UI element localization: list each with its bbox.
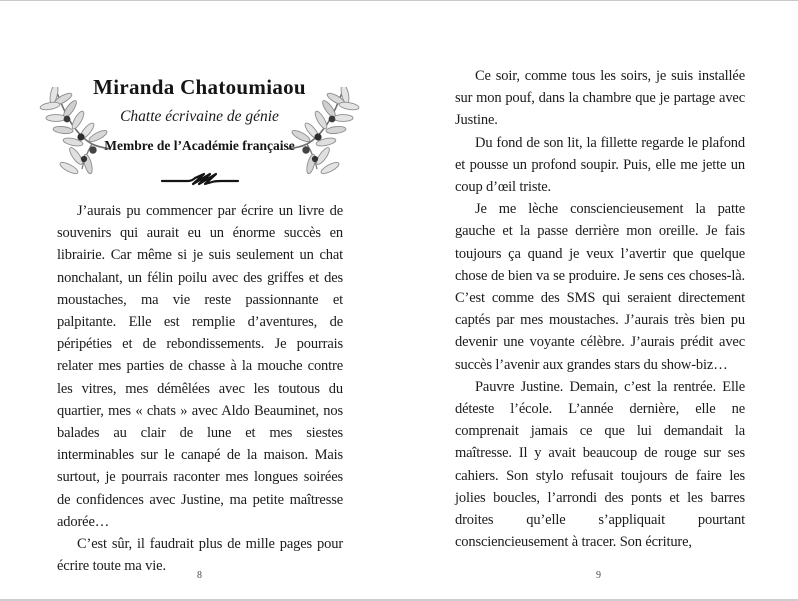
page-right	[399, 1, 798, 599]
paragraph: Pauvre Justine. Demain, c’est la rentrée. Elle déteste l’école. L’année dernière, elle ne comprenait jamais ce que lui demandait la maîtresse. Il y avait beaucoup de rouge sur ses cahiers. Son stylo refusait toujours de faire les jolies boucles, l’arrondi des ponts et les barres droites qu’elle s’appliquait pourtant consciencieusement à tracer. Son écriture,	[455, 378, 745, 551]
author-subtitle: Chatte écrivaine de génie	[120, 108, 279, 125]
paragraph: Je me lèche consciencieusement la patte gauche et la passe derrière mon oreille. Je fais toujours ça quand je veux l’avertir que quelque chose de bien va se produire. Je sens ces choses-là. C’est comme des SMS qui seraient directement captés par mes moustaches. J’aurais très bien pu devenir une voyante célèbre. J’aurais prédit avec succès l’avenir aux grandes stars du show-biz…	[455, 201, 745, 373]
paragraph: Du fond de son lit, la fillette regarde le plafond et pousse un profond soupir. Puis, elle me jette un coup d’œil triste.	[455, 134, 745, 196]
left-page-text	[57, 200, 343, 577]
olive-branch-right-icon	[287, 87, 363, 179]
author-affiliation: Membre de l’Académie française	[104, 138, 295, 153]
paragraph: C’est sûr, il faudrait plus de mille pages pour écrire toute ma vie.	[57, 536, 343, 575]
page-left	[0, 1, 399, 599]
right-page-text	[455, 65, 745, 553]
paragraph: Ce soir, comme tous les soirs, je suis installée sur mon pouf, dans la chambre que je partage avec Justine.	[455, 68, 745, 129]
olive-branch-left-icon	[36, 87, 112, 179]
page-number-left: 8	[197, 570, 202, 581]
page-number-right: 9	[596, 570, 601, 581]
paragraph: J’aurais pu commencer par écrire un livre de souvenirs qui aurait eu un énorme succès en librairie. Car même si je suis seulement un chat nonchalant, un félin poilu avec des griffes et des moustaches, ma vie reste passionnante et palpitante. Elle est remplie d’aventures, de péripéties et de rebondissements. Je pourrais relater mes parties de chasse à la mouche contre les vitres, mes démêlées avec les toutous du quartier, mes « chats » avec Aldo Beauminet, nos balades au clair de lune et mes siestes interminables sur le canapé de la maison. Mais surtout, je pourrais raconter mes longues soirées de confidences avec Justine, ma petite maîtresse adorée…	[57, 203, 343, 530]
author-name: Miranda Chatoumiaou	[93, 75, 306, 99]
knot-squiggle-divider-icon	[160, 172, 240, 188]
